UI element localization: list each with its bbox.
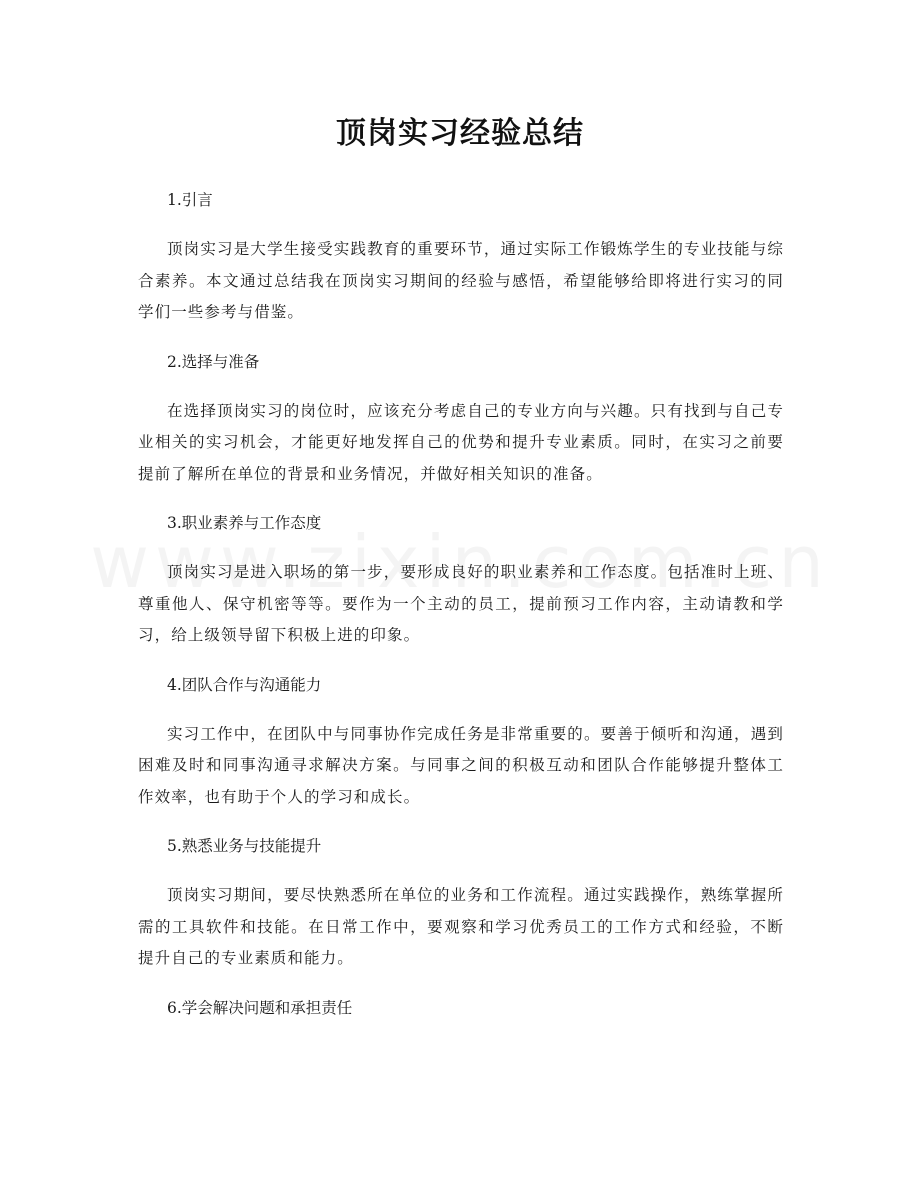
section-paragraph-1: 顶岗实习是大学生接受实践教育的重要环节，通过实际工作锻炼学生的专业技能与综合素养。本文通过总结我在顶岗实习期间的经验与感悟，希望能够给即将进行实习的同学们一些参考与借鉴。 bbox=[138, 240, 784, 321]
section-heading-2: 2.选择与准备 bbox=[167, 352, 260, 371]
section-heading-3: 3.职业素养与工作态度 bbox=[167, 514, 322, 532]
section-heading-1: 1.引言 bbox=[167, 191, 213, 209]
section-heading-4: 4.团队合作与沟通能力 bbox=[167, 675, 322, 694]
document-body bbox=[138, 188, 784, 1020]
section-paragraph-5: 顶岗实习期间，要尽快熟悉所在单位的业务和工作流程。通过实践操作，熟练掌握所需的工具软件和技能。在日常工作中，要观察和学习优秀员工的工作方式和经验，不断提升自己的专业素质和能力。 bbox=[138, 886, 784, 967]
section-paragraph-2: 在选择顶岗实习的岗位时，应该充分考虑自己的专业方向与兴趣。只有找到与自己专业相关的实习机会，才能更好地发挥自己的优势和提升专业素质。同时，在实习之前要提前了解所在单位的背景和业务情况，并做好相关知识的准备。 bbox=[138, 401, 784, 483]
section-paragraph-3: 顶岗实习是进入职场的第一步，要形成良好的职业素养和工作态度。包括准时上班、尊重他人、保守机密等等。要作为一个主动的员工，提前预习工作内容，主动请教和学习，给上级领导留下积极上进的印象。 bbox=[138, 563, 784, 644]
section-paragraph-4: 实习工作中，在团队中与同事协作完成任务是非常重要的。要善于倾听和沟通，遇到困难及时和同事沟通寻求解决方案。与同事之间的积极互动和团队合作能够提升整体工作效率，也有助于个人的学习和成长。 bbox=[138, 724, 784, 806]
section-heading-5: 5.熟悉业务与技能提升 bbox=[167, 837, 322, 855]
document-title: 顶岗实习经验总结 bbox=[336, 116, 584, 151]
section-heading-6: 6.学会解决问题和承担责任 bbox=[167, 998, 353, 1017]
